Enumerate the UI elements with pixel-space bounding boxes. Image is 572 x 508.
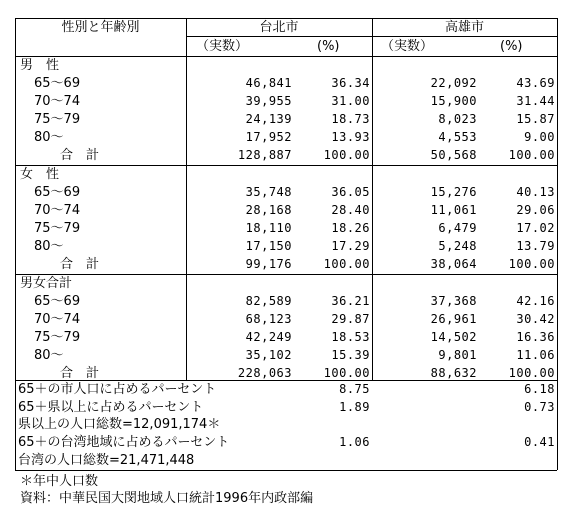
city-share-kaohsiung: 6.18: [524, 382, 555, 396]
kaohsiung-percent: 9.00: [524, 130, 555, 144]
kaohsiung-percent: 17.02: [516, 221, 555, 235]
taipei-count: 82,589: [245, 294, 292, 308]
male-section-bottom-border: [15, 165, 557, 166]
taipei-percent: 36.05: [331, 185, 370, 199]
kaohsiung-count: 88,632: [430, 366, 477, 380]
taipei-percent: 18.26: [331, 221, 370, 235]
header-city-taipei: 台北市: [259, 20, 299, 35]
county-share-kaohsiung: 0.73: [524, 400, 555, 414]
kaohsiung-percent: 29.06: [516, 203, 555, 217]
kaohsiung-percent: 100.00: [508, 148, 555, 162]
header-taipei-count: （実数）: [196, 39, 249, 54]
kaohsiung-count: 8,023: [438, 112, 477, 126]
taipei-percent: 31.00: [331, 94, 370, 108]
county-share-taipei: 1.89: [339, 400, 370, 414]
taipei-count: 17,150: [245, 239, 292, 253]
kaohsiung-count: 15,900: [430, 94, 477, 108]
kaohsiung-percent: 13.79: [516, 239, 555, 253]
row-total-label: 合 計: [60, 257, 100, 272]
county-share-label: 65＋県以上に占めるパーセント: [18, 400, 204, 415]
row-age-label: 75～79: [34, 221, 81, 236]
taipei-percent: 18.73: [331, 112, 370, 126]
taipei-percent: 13.93: [331, 130, 370, 144]
taipei-percent: 29.87: [331, 312, 370, 326]
kaohsiung-count: 4,553: [438, 130, 477, 144]
header-kaohsiung-pct: (%): [500, 39, 523, 54]
kaohsiung-percent: 42.16: [516, 294, 555, 308]
header-taipei-pct: (%): [317, 39, 340, 54]
taipei-count: 42,249: [245, 330, 292, 344]
taipei-count: 228,063: [237, 366, 292, 380]
kaohsiung-count: 22,092: [430, 76, 477, 90]
taipei-percent: 36.21: [331, 294, 370, 308]
kaohsiung-count: 6,479: [438, 221, 477, 235]
kaohsiung-count: 15,276: [430, 185, 477, 199]
kaohsiung-count: 14,502: [430, 330, 477, 344]
taipei-percent: 15.39: [331, 348, 370, 362]
row-total-label: 合 計: [60, 148, 100, 163]
row-age-label: 80～: [34, 130, 64, 145]
kaohsiung-percent: 16.36: [516, 330, 555, 344]
table-left-border: [15, 18, 16, 470]
section-label: 男 性: [20, 58, 60, 73]
city-column-divider: [372, 18, 373, 380]
row-age-label: 70～74: [34, 94, 81, 109]
taipei-count: 24,139: [245, 112, 292, 126]
taipei-count: 35,102: [245, 348, 292, 362]
taipei-count: 17,952: [245, 130, 292, 144]
row-age-label: 75～79: [34, 112, 81, 127]
section-label: 女 性: [20, 167, 60, 182]
female-section-bottom-border: [15, 274, 557, 275]
kaohsiung-count: 37,368: [430, 294, 477, 308]
kaohsiung-percent: 100.00: [508, 366, 555, 380]
taipei-count: 39,955: [245, 94, 292, 108]
taipei-percent: 18.53: [331, 330, 370, 344]
taipei-count: 68,123: [245, 312, 292, 326]
kaohsiung-count: 38,064: [430, 257, 477, 271]
taipei-percent: 100.00: [323, 257, 370, 271]
kaohsiung-count: 50,568: [430, 148, 477, 162]
taiwan-population-total: 台湾の人口総数=21,471,448: [18, 453, 195, 468]
row-age-label: 65～69: [34, 294, 81, 309]
kaohsiung-percent: 40.13: [516, 185, 555, 199]
row-age-label: 80～: [34, 348, 64, 363]
row-age-label: 70～74: [34, 312, 81, 327]
taipei-count: 99,176: [245, 257, 292, 271]
kaohsiung-percent: 11.06: [516, 348, 555, 362]
header-city-kaohsiung: 高雄市: [444, 20, 484, 35]
header-bottom-border: [15, 56, 557, 57]
taipei-percent: 28.40: [331, 203, 370, 217]
label-column-divider: [186, 18, 187, 380]
taipei-percent: 17.29: [331, 239, 370, 253]
header-corner-label: 性別と年齢別: [61, 20, 140, 35]
header-kaohsiung-count: （実数）: [381, 39, 434, 54]
county-population-total: 県以上の人口総数=12,091,174＊: [18, 417, 221, 432]
taipei-count: 28,168: [245, 203, 292, 217]
row-age-label: 65～69: [34, 76, 81, 91]
city-share-taipei: 8.75: [339, 382, 370, 396]
table-bottom-border: [15, 470, 557, 471]
row-age-label: 65～69: [34, 185, 81, 200]
taipei-count: 35,748: [245, 185, 292, 199]
kaohsiung-percent: 31.44: [516, 94, 555, 108]
taiwan-share-label: 65＋の台湾地域に占めるパーセント: [18, 435, 230, 450]
taiwan-share-taipei: 1.06: [339, 435, 370, 449]
table-right-border: [557, 18, 558, 470]
row-age-label: 75～79: [34, 330, 81, 345]
footnote-midyear: ＊年中人口数: [20, 474, 99, 489]
taipei-percent: 100.00: [323, 148, 370, 162]
kaohsiung-percent: 43.69: [516, 76, 555, 90]
kaohsiung-count: 26,961: [430, 312, 477, 326]
taipei-count: 128,887: [237, 148, 292, 162]
kaohsiung-count: 9,801: [438, 348, 477, 362]
kaohsiung-percent: 30.42: [516, 312, 555, 326]
taipei-count: 46,841: [245, 76, 292, 90]
taipei-percent: 36.34: [331, 76, 370, 90]
kaohsiung-percent: 100.00: [508, 257, 555, 271]
taipei-percent: 100.00: [323, 366, 370, 380]
row-total-label: 合 計: [60, 366, 100, 381]
kaohsiung-percent: 15.87: [516, 112, 555, 126]
kaohsiung-count: 5,248: [438, 239, 477, 253]
row-age-label: 80～: [34, 239, 64, 254]
footnote-source: 資料：中華民国大閔地域人口統計1996年内政部編: [20, 491, 314, 506]
taipei-count: 18,110: [245, 221, 292, 235]
city-share-label: 65＋の市人口に占めるパーセント: [18, 382, 217, 397]
taiwan-share-kaohsiung: 0.41: [524, 435, 555, 449]
row-age-label: 70～74: [34, 203, 81, 218]
section-label: 男女合計: [20, 276, 73, 291]
kaohsiung-count: 11,061: [430, 203, 477, 217]
